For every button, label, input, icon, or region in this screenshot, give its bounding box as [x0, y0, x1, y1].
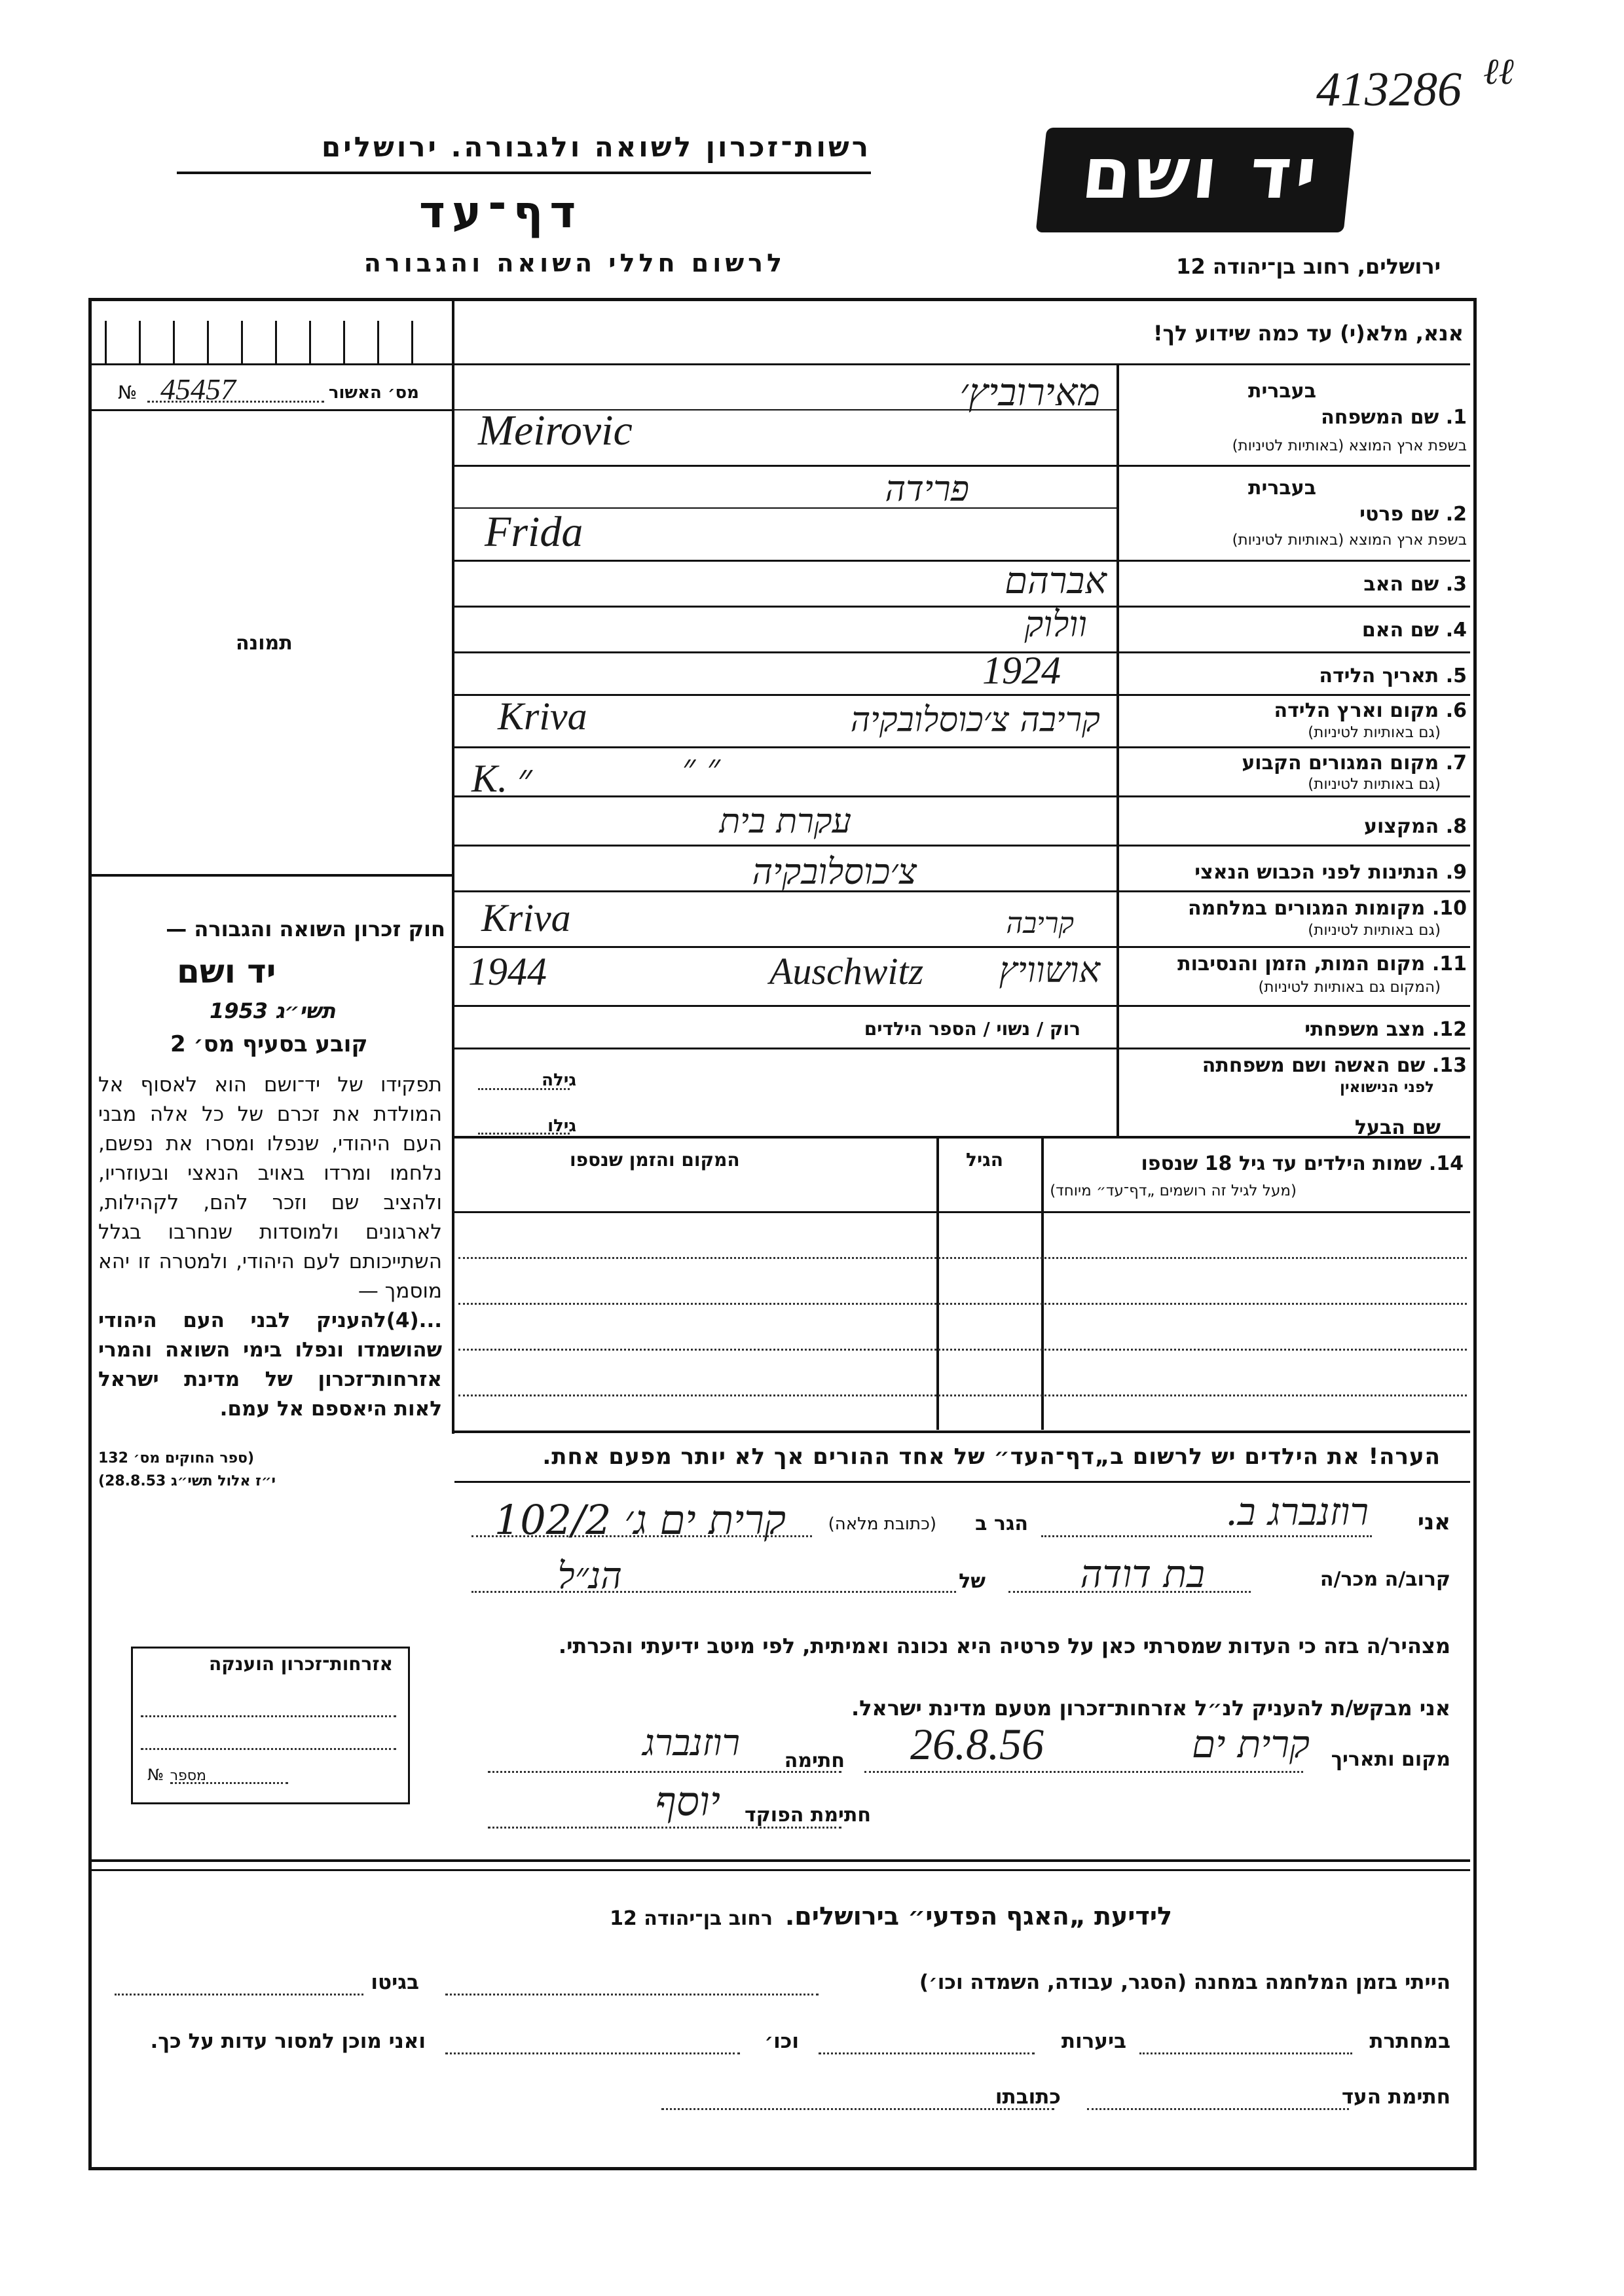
label-f4: 4. שם האם: [1361, 619, 1467, 642]
value-f3: אברהם: [1005, 560, 1107, 602]
row-line-9: [454, 890, 1470, 892]
form-title: דף־עד: [419, 187, 583, 238]
value-f2-latin: Frida: [485, 508, 583, 556]
children-header-line: [454, 1211, 1470, 1213]
label-f14: 14. שמות הילדים עד גיל 18 שנספו: [1141, 1152, 1464, 1175]
footer-line1-dot2: [115, 1994, 363, 1995]
header-address: ירושלים, רחוב בן־יהודה 12: [1176, 254, 1441, 279]
footer-address: רחוב בן־יהודה 12: [610, 1907, 773, 1930]
children-col-2: [936, 1139, 939, 1430]
photo-bottom: [92, 874, 452, 877]
form-subtitle: לרשום חללי השואה והגבורה: [363, 249, 786, 278]
children-note: הערה! את הילדים יש לרשום ב„דף־העד״ של אחד ההורים אך לא יותר מפעם אחת.: [542, 1444, 1441, 1470]
label-f6-latin: (גם באותיות לטיניות): [1308, 724, 1441, 741]
footer-line2-dot1: [1139, 2052, 1352, 2054]
value-f6-latin: Kriva: [498, 695, 587, 738]
footer-line3-b: כתובתו: [995, 2085, 1061, 2109]
label-f12: 12. מצב משפחתי: [1304, 1018, 1467, 1041]
law-ref-2: י״ז אלול תשי״ג 28.8.53): [98, 1473, 276, 1489]
citizenship-line-1: [141, 1715, 396, 1717]
children-bottom: [454, 1430, 1470, 1433]
ani-label: אני: [1417, 1509, 1450, 1535]
children-col-1: [1041, 1139, 1044, 1430]
of-value: הנ״ל: [557, 1555, 622, 1597]
footer-title: לידיעת „האגף הפדעי״ בירושלים.: [784, 1902, 1172, 1931]
law-name: יד ושם: [177, 953, 276, 991]
value-f7-latin: K. ״: [471, 757, 532, 800]
label-f13: 13. שם האשה ושם משפחתה: [1202, 1054, 1467, 1077]
intro-text: אנא, מלא(י) עד כמה שידוע לך!: [1153, 321, 1464, 346]
label-f10: 10. מקומות המגורים במלחמה: [1188, 897, 1467, 920]
label-f1: 1. שם המשפחה: [1321, 406, 1467, 429]
value-f10-latin: Kriva: [481, 896, 571, 939]
left-column-divider: [452, 298, 454, 1434]
officer-value: יוסף: [655, 1777, 720, 1825]
label-f3: 3. שם האב: [1363, 573, 1467, 596]
label-f2: 2. שם פרטי: [1359, 503, 1467, 526]
law-ref-1: (ספר החוקים מס׳ 132: [98, 1450, 255, 1467]
law-title: חוק זכרון השואה והגבורה —: [166, 917, 445, 941]
of-dotline: [471, 1591, 956, 1593]
label-lang-1: בעברית: [1248, 380, 1316, 403]
place-date-label: מקום ותאריך: [1331, 1748, 1450, 1771]
label-f1-origin: בשפת ארץ המוצא (באותיות לטיניות): [1232, 437, 1467, 454]
label-f2-origin: בשפת ארץ המוצא (באותיות לטיניות): [1232, 532, 1467, 549]
value-f10-he: קריבה: [1006, 907, 1074, 940]
org-underline: [177, 172, 871, 174]
footer-line1-dot1: [445, 1994, 819, 1995]
cert-label: מס׳ האשור: [328, 383, 419, 403]
signature-value: רוזנברג: [642, 1722, 740, 1764]
footer-line3-a: חתימת העד: [1341, 2085, 1450, 2109]
row-line-2b: [454, 560, 1470, 562]
row-line-5: [454, 694, 1470, 696]
note-bottom: [454, 1481, 1470, 1483]
law-year: תשי״ג 1953: [210, 998, 336, 1023]
value-f2-he: פרידה: [885, 468, 969, 509]
footer-line2-a: במחתרת: [1369, 2030, 1450, 2053]
lives-in-label: הגר ב: [975, 1512, 1028, 1535]
label-f11-note: (המקום גם באותיות לטיניות): [1258, 979, 1441, 996]
footer-line2-b: ביערות: [1061, 2030, 1126, 2053]
cert-value: 45457: [160, 373, 236, 406]
col-age-header: הגיל: [966, 1149, 1003, 1171]
law-clause: קובע בסעיף מס׳ 2: [170, 1031, 368, 1057]
place-date-dotline: [864, 1771, 1303, 1773]
footer-separator-1: [92, 1859, 1470, 1862]
footer-line2-dot2: [819, 2052, 1035, 2054]
label-f11: 11. מקום המות, הזמן והנסיבות: [1177, 953, 1467, 975]
label-f7: 7. מקום המגורים הקבוע: [1242, 752, 1467, 774]
row-line-13: [454, 1136, 1470, 1139]
relation-value: בת דודה: [1080, 1552, 1205, 1596]
wife-age-dotline: [478, 1088, 570, 1090]
row-line-8: [454, 845, 1470, 847]
cert-row-divider: [92, 409, 452, 411]
row-line-11: [454, 1005, 1470, 1007]
date-value: 26.8.56: [910, 1719, 1044, 1769]
children-row-4: [458, 1394, 1467, 1396]
value-f8: עקרת בית: [719, 802, 851, 841]
row-line-6: [454, 746, 1470, 748]
footer-separator-2: [92, 1869, 1470, 1871]
col-place-header: המקום והזמן שנספו: [570, 1149, 740, 1171]
law-body-2: ...(4)להעניק לבני העם היהודי שהושמדו ונפלו בימי השואה והמרי אזרחות־זכרון של מדינת ישראל לאות היאספם אל עמם.: [98, 1309, 442, 1421]
officer-label: חתימת הפוקד: [745, 1804, 871, 1827]
value-f9: צ׳כוסלובקיה: [752, 851, 917, 892]
footer-line2-dot3: [445, 2052, 740, 2054]
request-text: אני מבקש/ת להעניק לנ״ל אזרחות־זכרון מטעם מדינת ישראל.: [851, 1696, 1450, 1721]
intro-divider: [92, 363, 1470, 365]
wife-age-label: גילה: [542, 1070, 576, 1090]
yad-vashem-logo: יד ושם: [1036, 128, 1355, 232]
footer-line1-a: הייתי בזמן המלחמה במחנה (הסגר, עבודה, השמדה וכו׳): [919, 1971, 1450, 1994]
full-address-label: (כתובת מלאה): [828, 1514, 936, 1534]
org-name: רשות־זכרון לשואה ולגבורה. ירושלים: [321, 131, 871, 163]
citizenship-number-dotline: [170, 1782, 288, 1784]
marital-options: רוק / נשוי / הספר הילדים: [864, 1018, 1080, 1040]
label-lang-2: בעברית: [1248, 477, 1316, 500]
label-column-divider: [1116, 363, 1119, 1136]
children-row-2: [458, 1303, 1467, 1305]
relative-label: קרוב/ה מכר/ה: [1320, 1568, 1450, 1591]
footer-line2-c: וכו׳: [764, 2030, 799, 2053]
row-line-12: [454, 1048, 1470, 1049]
label-f8: 8. המקצוע: [1363, 815, 1467, 838]
archive-number: 413286: [1316, 63, 1462, 117]
row-line-10: [454, 946, 1470, 948]
photo-label: תמונה: [236, 632, 293, 655]
archive-mark: ℓℓ: [1483, 52, 1514, 92]
footer-line3-dot2: [661, 2108, 1054, 2110]
value-f7-he: ״ ״: [682, 746, 720, 788]
citizenship-title: אזרחות־זכרון הוענקה: [209, 1653, 393, 1675]
tick-marks: [105, 321, 445, 363]
label-f6: 6. מקום וארץ הלידה: [1274, 699, 1467, 722]
children-row-3: [458, 1349, 1467, 1351]
officer-dotline: [488, 1827, 841, 1829]
label-husband: שם הבעל: [1354, 1116, 1441, 1139]
label-f13-sub: לפני הנישואין: [1340, 1079, 1434, 1096]
label-f5: 5. תאריך הלידה: [1319, 665, 1467, 687]
label-f7-latin: (גם באותיות לטיניות): [1308, 776, 1441, 793]
value-f1-he: מאירוביץ׳: [959, 370, 1100, 414]
children-row-1: [458, 1257, 1467, 1259]
value-f11-he: אושוויץ: [999, 949, 1100, 991]
of-label: של: [959, 1570, 986, 1593]
address-value: קרית ים ג׳ 102/2: [494, 1496, 786, 1544]
label-f9: 9. הנתינות לפני הכבוש הנאצי: [1194, 861, 1467, 884]
signature-dotline: [488, 1771, 841, 1773]
signature-label: חתימה: [784, 1749, 845, 1772]
value-f4: וולוק: [1024, 604, 1087, 645]
value-f1-latin: Meirovic: [478, 407, 633, 454]
label-f10-latin: (גם באותיות לטיניות): [1308, 922, 1441, 939]
footer-line3-dot1: [1087, 2108, 1349, 2110]
citizenship-number-label: מספר: [170, 1768, 206, 1784]
row-line-3: [454, 606, 1470, 608]
place-value: קרית ים: [1192, 1722, 1310, 1766]
label-f14-sub: (מעל לגיל זה רושמים „דף־עד״ מיוחד): [1050, 1182, 1297, 1199]
declaration-text: מצהיר/ה בזה כי העדות שמסרתי כאן על פרטיה היא נכונה ואמיתית, לפי מיטב ידיעתי והכרתי.: [558, 1633, 1450, 1658]
value-f6-he: קריבה צ׳כוסלובקיה: [850, 701, 1100, 740]
footer-line2-d: ואני מוכן למסור עדות על כך.: [150, 2030, 426, 2053]
value-f11-year: 1944: [468, 950, 547, 993]
citizenship-no-sign: №: [147, 1766, 164, 1784]
citizenship-line-2: [141, 1748, 396, 1750]
cert-no-sign: №: [118, 382, 138, 403]
declarant-name: רוזנברג ב.: [1225, 1489, 1369, 1534]
row-line-4: [454, 651, 1470, 653]
footer-line1-b: בגיטו: [371, 1971, 419, 1994]
husband-age-label: גילו: [547, 1116, 576, 1136]
value-f11-latin: Auschwitz: [769, 950, 924, 993]
law-body: תפקידו של יד־ושם הוא לאסוף אל המולדת את זכרם של כל אלה מבני העם היהודי, שנפלו ומסרו את נפשם, נלחמו ומרדו באויב הנאצי ובעוזריו, ולהציב שם וזכר להם, לקהילות, לארגונים ולמוסדות שנחרבו בגלל השתייכותם לעם היהודי, ולמטרה זו יהא מוסמך —: [98, 1073, 442, 1303]
value-f5: 1924: [982, 649, 1061, 692]
name-dotline: [1041, 1535, 1372, 1537]
row-line-1b: [454, 465, 1470, 467]
husband-age-dotline: [478, 1133, 570, 1135]
row-line-7: [454, 795, 1470, 797]
